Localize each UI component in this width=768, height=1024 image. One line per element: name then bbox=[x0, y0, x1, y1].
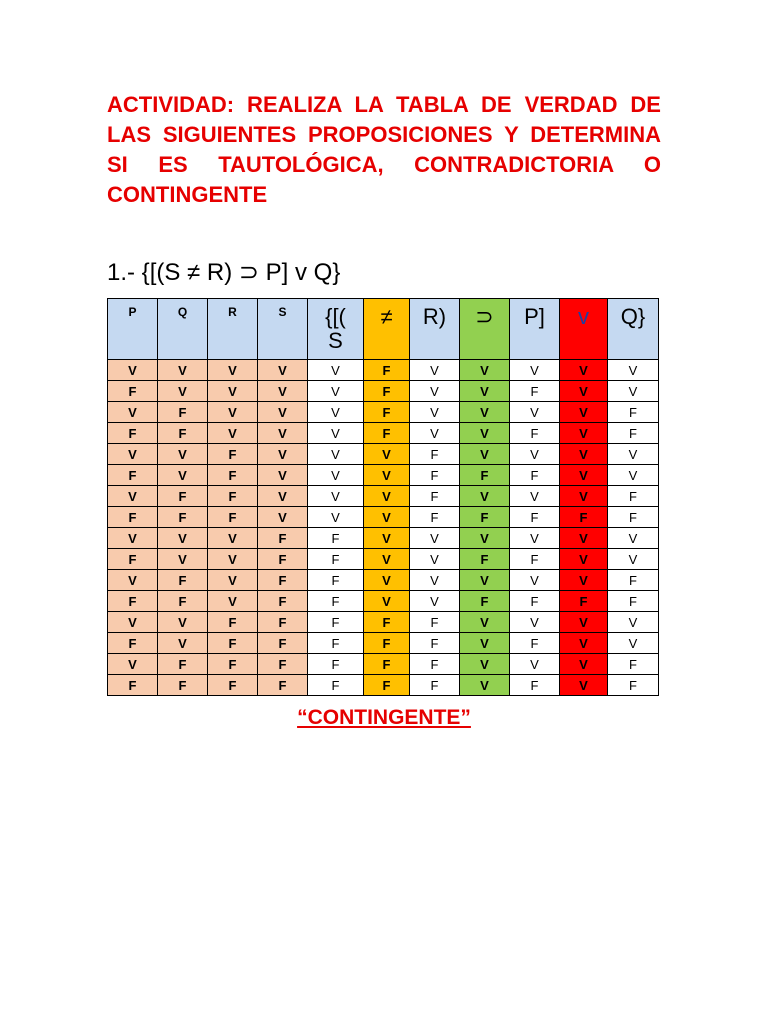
cell-s-value: V bbox=[308, 465, 364, 486]
cell-neq: V bbox=[364, 465, 410, 486]
cell-r-value: V bbox=[410, 381, 460, 402]
cell-r-value: F bbox=[410, 612, 460, 633]
cell-or: V bbox=[560, 570, 608, 591]
cell-p: F bbox=[108, 465, 158, 486]
cell-neq: F bbox=[364, 675, 410, 696]
cell-implies: F bbox=[460, 549, 510, 570]
cell-s: V bbox=[258, 507, 308, 528]
cell-q: F bbox=[158, 486, 208, 507]
cell-p-value: V bbox=[510, 486, 560, 507]
cell-q: V bbox=[158, 612, 208, 633]
cell-r-value: F bbox=[410, 675, 460, 696]
cell-implies: V bbox=[460, 381, 510, 402]
cell-s-value: V bbox=[308, 486, 364, 507]
cell-s-value: V bbox=[308, 360, 364, 381]
cell-or: V bbox=[560, 360, 608, 381]
cell-q-value: F bbox=[608, 654, 659, 675]
cell-s: F bbox=[258, 633, 308, 654]
cell-or: V bbox=[560, 423, 608, 444]
cell-neq: F bbox=[364, 360, 410, 381]
table-row bbox=[108, 675, 659, 696]
cell-neq: V bbox=[364, 507, 410, 528]
cell-neq: V bbox=[364, 528, 410, 549]
cell-q: V bbox=[158, 360, 208, 381]
cell-or: V bbox=[560, 528, 608, 549]
cell-r: F bbox=[208, 486, 258, 507]
header-neq: ≠ bbox=[364, 299, 410, 360]
cell-implies: V bbox=[460, 675, 510, 696]
header-or: v bbox=[560, 299, 608, 360]
header-s: S bbox=[258, 299, 308, 360]
cell-s-value: F bbox=[308, 675, 364, 696]
result-label bbox=[107, 706, 661, 730]
truth-table bbox=[107, 298, 659, 696]
cell-q: F bbox=[158, 654, 208, 675]
table-row bbox=[108, 654, 659, 675]
cell-neq: F bbox=[364, 612, 410, 633]
cell-or: V bbox=[560, 465, 608, 486]
cell-r-value: V bbox=[410, 591, 460, 612]
heading-line-3: SI ES TAUTOLÓGICA, CONTRADICTORIA O bbox=[107, 152, 661, 177]
cell-q-value: F bbox=[608, 486, 659, 507]
cell-s-value: V bbox=[308, 444, 364, 465]
cell-p-value: F bbox=[510, 423, 560, 444]
cell-or: F bbox=[560, 591, 608, 612]
cell-p: V bbox=[108, 612, 158, 633]
cell-p: V bbox=[108, 570, 158, 591]
cell-s-value: F bbox=[308, 549, 364, 570]
cell-q-value: F bbox=[608, 423, 659, 444]
header-r-close: R) bbox=[410, 299, 460, 360]
cell-r: F bbox=[208, 507, 258, 528]
cell-or: V bbox=[560, 549, 608, 570]
cell-neq: F bbox=[364, 402, 410, 423]
cell-neq: F bbox=[364, 423, 410, 444]
cell-r-value: V bbox=[410, 549, 460, 570]
table-row bbox=[108, 360, 659, 381]
header-q: Q bbox=[158, 299, 208, 360]
cell-r-value: F bbox=[410, 486, 460, 507]
cell-s: V bbox=[258, 423, 308, 444]
cell-q-value: V bbox=[608, 465, 659, 486]
cell-r: V bbox=[208, 360, 258, 381]
cell-r-value: V bbox=[410, 360, 460, 381]
cell-q: V bbox=[158, 549, 208, 570]
cell-r: V bbox=[208, 423, 258, 444]
header-r: R bbox=[208, 299, 258, 360]
table-row bbox=[108, 423, 659, 444]
table-row bbox=[108, 528, 659, 549]
cell-or: V bbox=[560, 612, 608, 633]
header-implies: ⊃ bbox=[460, 299, 510, 360]
cell-s-value: F bbox=[308, 612, 364, 633]
cell-implies: V bbox=[460, 423, 510, 444]
header-p-close: P] bbox=[510, 299, 560, 360]
cell-r: V bbox=[208, 549, 258, 570]
cell-s: V bbox=[258, 465, 308, 486]
cell-q-value: V bbox=[608, 612, 659, 633]
cell-q: V bbox=[158, 444, 208, 465]
cell-q-value: V bbox=[608, 528, 659, 549]
table-row bbox=[108, 486, 659, 507]
cell-neq: F bbox=[364, 633, 410, 654]
cell-s: V bbox=[258, 381, 308, 402]
table-row bbox=[108, 507, 659, 528]
cell-r-value: V bbox=[410, 423, 460, 444]
activity-heading bbox=[107, 90, 661, 210]
cell-p: F bbox=[108, 591, 158, 612]
cell-s-value: V bbox=[308, 423, 364, 444]
header-p: P bbox=[108, 299, 158, 360]
cell-q: F bbox=[158, 570, 208, 591]
cell-p: V bbox=[108, 444, 158, 465]
table-header-row bbox=[108, 299, 659, 360]
cell-s-value: F bbox=[308, 570, 364, 591]
cell-s: V bbox=[258, 360, 308, 381]
table-row bbox=[108, 465, 659, 486]
cell-p: F bbox=[108, 633, 158, 654]
cell-q-value: V bbox=[608, 549, 659, 570]
cell-implies: V bbox=[460, 360, 510, 381]
cell-r: V bbox=[208, 570, 258, 591]
cell-r: V bbox=[208, 402, 258, 423]
cell-or: V bbox=[560, 381, 608, 402]
cell-implies: F bbox=[460, 507, 510, 528]
cell-implies: V bbox=[460, 570, 510, 591]
header-open-s: {[( S bbox=[308, 299, 364, 360]
cell-s: F bbox=[258, 528, 308, 549]
cell-neq: F bbox=[364, 381, 410, 402]
cell-r-value: V bbox=[410, 402, 460, 423]
cell-r-value: F bbox=[410, 444, 460, 465]
table-row bbox=[108, 612, 659, 633]
cell-s: F bbox=[258, 591, 308, 612]
table-row bbox=[108, 633, 659, 654]
cell-q: V bbox=[158, 465, 208, 486]
cell-s: F bbox=[258, 570, 308, 591]
cell-p-value: F bbox=[510, 381, 560, 402]
cell-or: V bbox=[560, 402, 608, 423]
cell-s-value: V bbox=[308, 507, 364, 528]
cell-r-value: F bbox=[410, 507, 460, 528]
cell-p-value: V bbox=[510, 360, 560, 381]
cell-or: V bbox=[560, 675, 608, 696]
cell-p: V bbox=[108, 654, 158, 675]
table-row bbox=[108, 381, 659, 402]
heading-line-4: CONTINGENTE bbox=[107, 182, 268, 207]
cell-s-value: V bbox=[308, 381, 364, 402]
heading-line-1: ACTIVIDAD: REALIZA LA TABLA DE VERDAD DE bbox=[107, 92, 661, 117]
cell-q: V bbox=[158, 381, 208, 402]
cell-r-value: F bbox=[410, 654, 460, 675]
cell-r-value: F bbox=[410, 465, 460, 486]
cell-p-value: F bbox=[510, 465, 560, 486]
cell-r: F bbox=[208, 633, 258, 654]
cell-q-value: V bbox=[608, 360, 659, 381]
cell-s-value: F bbox=[308, 528, 364, 549]
cell-p-value: F bbox=[510, 675, 560, 696]
table-row bbox=[108, 570, 659, 591]
heading-line-2: LAS SIGUIENTES PROPOSICIONES Y DETERMINA bbox=[107, 122, 661, 147]
cell-s-value: F bbox=[308, 633, 364, 654]
cell-p-value: V bbox=[510, 402, 560, 423]
cell-p: V bbox=[108, 486, 158, 507]
cell-s: F bbox=[258, 654, 308, 675]
cell-q: F bbox=[158, 591, 208, 612]
cell-r-value: V bbox=[410, 528, 460, 549]
cell-neq: V bbox=[364, 591, 410, 612]
cell-implies: V bbox=[460, 612, 510, 633]
cell-q-value: F bbox=[608, 507, 659, 528]
cell-r: F bbox=[208, 465, 258, 486]
cell-or: V bbox=[560, 654, 608, 675]
cell-p: F bbox=[108, 549, 158, 570]
cell-s-value: V bbox=[308, 402, 364, 423]
cell-or: V bbox=[560, 633, 608, 654]
cell-r: F bbox=[208, 444, 258, 465]
cell-or: F bbox=[560, 507, 608, 528]
cell-implies: F bbox=[460, 591, 510, 612]
cell-p: V bbox=[108, 402, 158, 423]
proposition-title: 1.- {[(S ≠ R) ⊃ P] v Q} bbox=[107, 259, 341, 286]
cell-s: V bbox=[258, 486, 308, 507]
cell-p: V bbox=[108, 528, 158, 549]
cell-r-value: V bbox=[410, 570, 460, 591]
cell-p-value: F bbox=[510, 507, 560, 528]
cell-neq: V bbox=[364, 486, 410, 507]
cell-p-value: V bbox=[510, 570, 560, 591]
cell-p: F bbox=[108, 381, 158, 402]
cell-r: V bbox=[208, 591, 258, 612]
cell-r-value: F bbox=[410, 633, 460, 654]
cell-q-value: F bbox=[608, 675, 659, 696]
cell-q: F bbox=[158, 507, 208, 528]
cell-r: V bbox=[208, 528, 258, 549]
cell-neq: F bbox=[364, 654, 410, 675]
table-row bbox=[108, 549, 659, 570]
table-row bbox=[108, 402, 659, 423]
cell-p-value: F bbox=[510, 591, 560, 612]
cell-or: V bbox=[560, 486, 608, 507]
cell-implies: V bbox=[460, 486, 510, 507]
cell-s: F bbox=[258, 549, 308, 570]
cell-p-value: V bbox=[510, 654, 560, 675]
cell-p: F bbox=[108, 507, 158, 528]
table-row bbox=[108, 444, 659, 465]
cell-neq: V bbox=[364, 570, 410, 591]
cell-s-value: F bbox=[308, 591, 364, 612]
cell-neq: V bbox=[364, 549, 410, 570]
cell-r: V bbox=[208, 381, 258, 402]
cell-q: F bbox=[158, 675, 208, 696]
cell-p: F bbox=[108, 675, 158, 696]
cell-neq: V bbox=[364, 444, 410, 465]
cell-r: F bbox=[208, 612, 258, 633]
cell-implies: V bbox=[460, 444, 510, 465]
cell-implies: F bbox=[460, 465, 510, 486]
cell-s: F bbox=[258, 612, 308, 633]
cell-q-value: F bbox=[608, 402, 659, 423]
cell-q-value: F bbox=[608, 591, 659, 612]
cell-s: V bbox=[258, 444, 308, 465]
cell-q-value: V bbox=[608, 633, 659, 654]
cell-implies: V bbox=[460, 633, 510, 654]
header-q-close: Q} bbox=[608, 299, 659, 360]
cell-q-value: V bbox=[608, 381, 659, 402]
cell-q: F bbox=[158, 423, 208, 444]
cell-q: F bbox=[158, 402, 208, 423]
cell-s: V bbox=[258, 402, 308, 423]
cell-implies: V bbox=[460, 402, 510, 423]
cell-s: F bbox=[258, 675, 308, 696]
cell-q: V bbox=[158, 633, 208, 654]
cell-q-value: V bbox=[608, 444, 659, 465]
table-row bbox=[108, 591, 659, 612]
cell-p-value: V bbox=[510, 528, 560, 549]
cell-p-value: F bbox=[510, 549, 560, 570]
cell-r: F bbox=[208, 654, 258, 675]
cell-q: V bbox=[158, 528, 208, 549]
cell-p: F bbox=[108, 423, 158, 444]
result-text: “CONTINGENTE” bbox=[297, 706, 471, 729]
cell-implies: V bbox=[460, 654, 510, 675]
cell-p-value: V bbox=[510, 612, 560, 633]
cell-s-value: F bbox=[308, 654, 364, 675]
cell-or: V bbox=[560, 444, 608, 465]
cell-implies: V bbox=[460, 528, 510, 549]
cell-q-value: F bbox=[608, 570, 659, 591]
cell-r: F bbox=[208, 675, 258, 696]
cell-p-value: V bbox=[510, 444, 560, 465]
cell-p: V bbox=[108, 360, 158, 381]
cell-p-value: F bbox=[510, 633, 560, 654]
